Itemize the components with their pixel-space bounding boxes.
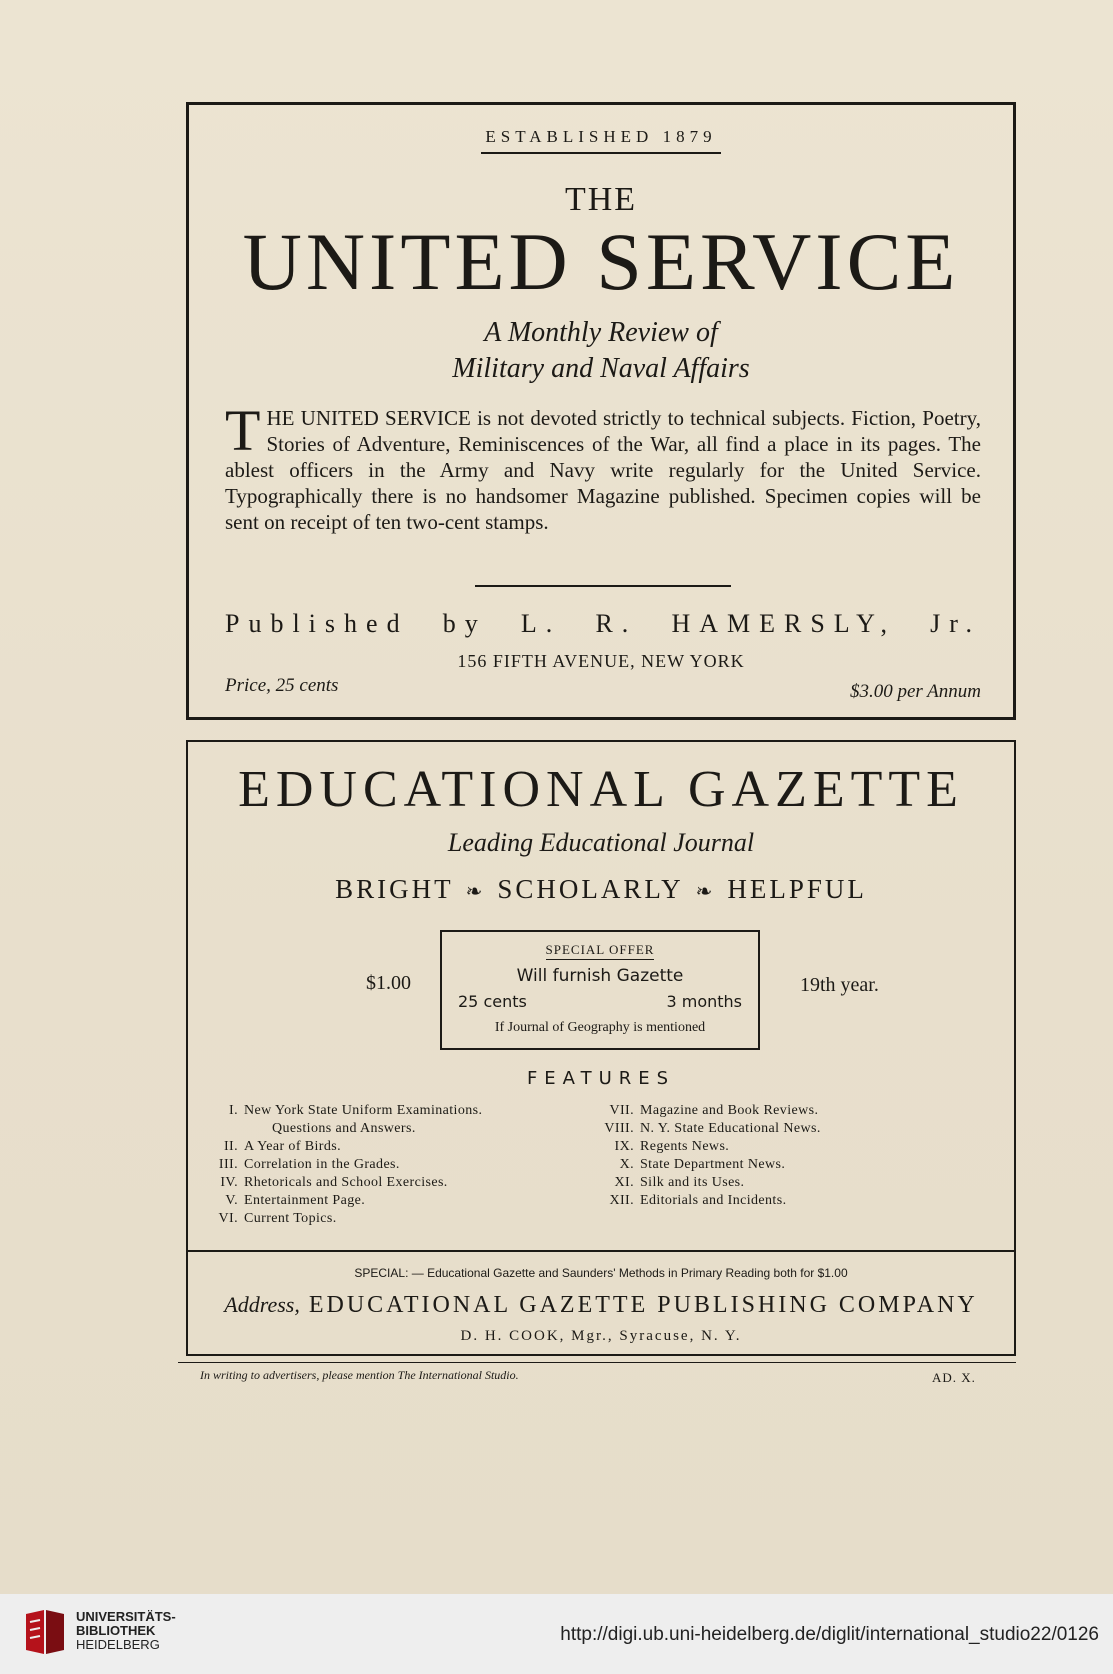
library-bar: [0, 1594, 1113, 1674]
feature-item: IV. Rhetoricals and School Exercises.: [220, 1175, 448, 1190]
gazette-title: EDUCATIONAL GAZETTE: [238, 761, 964, 818]
issue-price: Price, 25 cents: [225, 675, 339, 696]
feature-item: I. New York State Uniform Examinations.: [229, 1103, 483, 1118]
ad-code: AD. X.: [932, 1370, 976, 1385]
digital-library-url[interactable]: http://digi.ub.uni-heidelberg.de/diglit/international_studio22/0126: [560, 1624, 1099, 1645]
special-combo-offer: SPECIAL: — Educational Gazette and Saunders' Methods in Primary Reading both for $1.00: [354, 1266, 848, 1280]
divider-rule: [188, 1250, 1014, 1252]
features-list-left: [202, 1102, 562, 1228]
established-line: ESTABLISHED 1879: [189, 127, 1013, 147]
feature-item: VII. Magazine and Book Reviews.: [609, 1103, 819, 1118]
feature-item: II. A Year of Birds.: [223, 1139, 342, 1154]
educational-gazette-ad: [186, 740, 1016, 1356]
gazette-price: $1.00: [366, 972, 411, 994]
offer-line: Will furnish Gazette: [516, 966, 684, 986]
gazette-year: 19th year.: [800, 974, 879, 996]
footer-rule: [178, 1362, 1016, 1363]
manager-line: D. H. COOK, Mgr., Syracuse, N. Y.: [460, 1328, 742, 1344]
divider-rule: [475, 585, 731, 587]
feature-item: VIII. N. Y. State Educational News.: [604, 1121, 821, 1136]
offer-condition: If Journal of Geography is mentioned: [494, 1020, 706, 1035]
feature-item: X. State Department News.: [619, 1157, 786, 1172]
footer-note: In writing to advertisers, please mention The International Studio.: [200, 1368, 519, 1382]
feature-item: IX. Regents News.: [614, 1139, 730, 1154]
feature-item: Questions and Answers.: [272, 1121, 416, 1136]
company-address: Address, EDUCATIONAL GAZETTE PUBLISHING COMPANY: [224, 1292, 978, 1318]
gazette-subtitle: Leading Educational Journal: [447, 828, 755, 857]
feature-item: XII. Editorials and Incidents.: [609, 1193, 787, 1208]
feature-item: XI. Silk and its Uses.: [614, 1175, 745, 1190]
library-logo-icon: [22, 1608, 68, 1658]
library-name: UNIVERSITÄTS- BIBLIOTHEK HEIDELBERG: [76, 1609, 176, 1652]
united-service-title: UNITED SERVICE: [242, 216, 960, 307]
special-offer-box: [440, 930, 760, 1050]
annual-price: $3.00 per Annum: [849, 681, 981, 702]
united-service-body: THE UNITED SERVICE is not devoted strictly to technical subjects. Fiction, Poetry, Stories of Adventure, Reminiscences of the War, all find a place in its pages. The ablest officers in the Army and Navy write regularly for the United Service. Typographically there is no handsomer Magazine published. Specimen copies will be sent on receipt of ten two-cent stamps.: [225, 398, 981, 534]
features-list-right: [598, 1102, 918, 1210]
united-service-ad: [186, 102, 1016, 720]
ornament-icon: ❧: [695, 881, 716, 903]
drop-cap: T: [225, 398, 261, 463]
united-service-subtitle: A Monthly Review of Military and Naval Affairs: [452, 317, 750, 384]
offer-terms: 25 cents 3 months: [458, 992, 742, 1011]
feature-item: III. Correlation in the Grades.: [218, 1157, 400, 1172]
feature-item: V. Entertainment Page.: [225, 1193, 366, 1208]
ad-the: THE: [564, 181, 638, 218]
offer-heading: SPECIAL OFFER: [442, 942, 758, 958]
ornament-icon: ❧: [465, 881, 486, 903]
feature-item: VI. Current Topics.: [218, 1211, 337, 1226]
features-heading: FEATURES: [526, 1068, 676, 1089]
publisher-address: 156 FIFTH AVENUE, NEW YORK: [457, 651, 745, 671]
gazette-tagline: BRIGHT ❧ SCHOLARLY ❧ HELPFUL: [335, 874, 867, 904]
publisher-line: Published by L. R. HAMERSLY, Jr.: [225, 609, 981, 638]
